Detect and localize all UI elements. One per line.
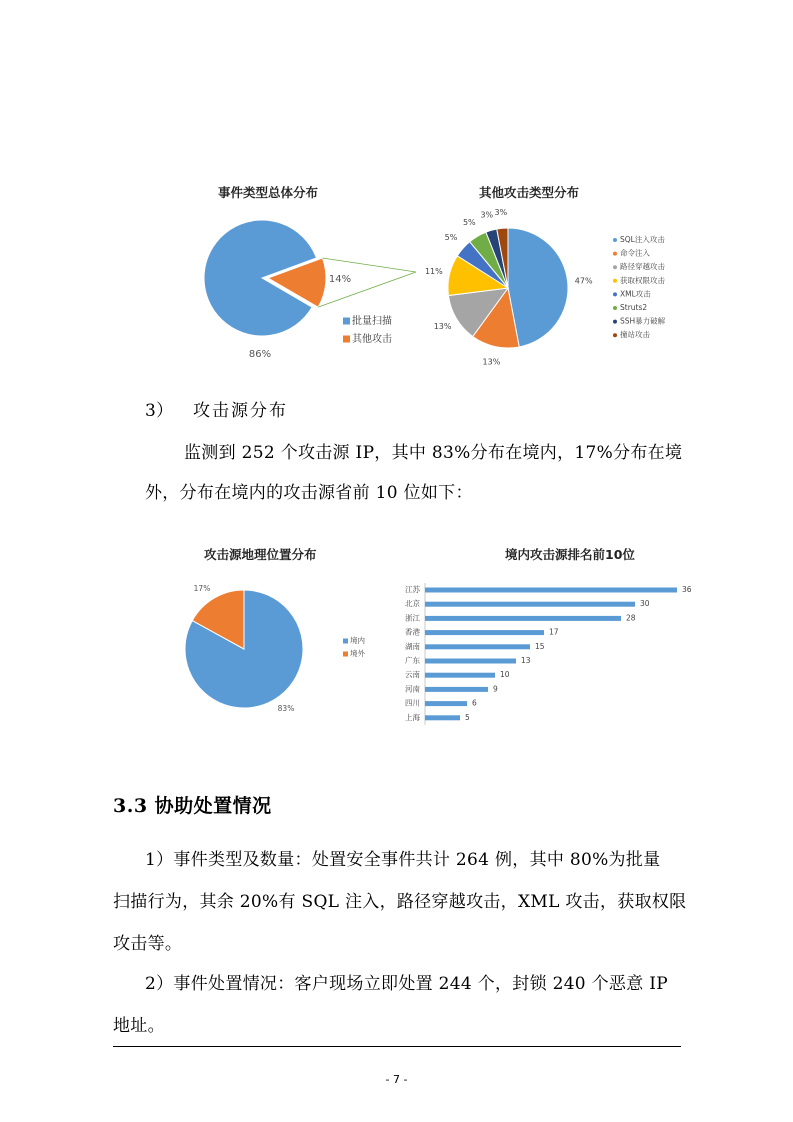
data-label: 47% [574,276,593,286]
legend-label: 批量扫描 [352,316,392,327]
bar-category-label: 北京 [405,599,420,609]
bar-5 [425,659,516,664]
bar-value-label: 36 [682,585,692,594]
bar-0 [425,588,677,593]
chart-title-other-attacks: 其他攻击类型分布 [479,185,580,200]
bar-value-label: 28 [626,613,636,623]
bar-2 [425,616,621,621]
legend-label: 路径穿越攻击 [620,262,665,272]
bar-value-label: 15 [535,641,545,651]
bar-4 [425,644,530,649]
section-title: 攻击源分布 [193,401,288,421]
bar-7 [425,687,488,692]
bar-9 [425,715,460,720]
legend-label: SQL注入攻击 [620,235,665,244]
legend-label: XML攻击 [620,289,651,299]
paragraph-3-line-1: 2）事件处置情况：客户现场立即处置 244 个，封锁 240 个恶意 IP [145,974,668,994]
bar-category-label: 浙江 [405,613,420,623]
paragraph-3-line-2: 地址。 [113,1016,165,1036]
bar-1 [425,602,635,607]
data-label: 11% [424,266,443,276]
bar-8 [425,701,467,706]
bar-category-label: 云南 [405,670,420,680]
bar-category-label: 上海 [405,712,420,722]
page-number: - 7 - [385,1073,408,1086]
paragraph-2-line-2: 扫描行为，其余 20%有 SQL 注入，路径穿越攻击，XML 攻击，获取权限 [113,892,687,912]
data-label: 13% [433,322,452,332]
data-label: 13% [482,357,501,367]
chart-title-geo: 攻击源地理位置分布 [204,547,317,562]
legend-label: 其他攻击 [352,334,392,345]
legend-marker [343,639,348,644]
bar-6 [425,673,495,678]
heading-3-3: 3.3 协助处置情况 [113,795,272,817]
legend-marker [343,652,348,657]
bar-category-label: 四川 [405,698,420,708]
legend-label: 境外 [350,649,365,658]
chart-title-event-types: 事件类型总体分布 [218,185,319,200]
bar-category-label: 湖南 [405,641,420,651]
legend-label: 撞站攻击 [620,330,650,340]
section-label: 3） [145,401,174,421]
paragraph-1-line-2: 外，分布在境内的攻击源省前 10 位如下： [145,483,473,503]
bar-category-label: 河南 [405,684,420,694]
bar-value-label: 30 [640,599,650,609]
bar-value-label: 13 [521,656,531,665]
data-label: 5% [462,218,476,228]
data-label: 3% [480,210,494,220]
bar-value-label: 5 [465,712,470,722]
bar-category-label: 香港 [405,627,420,637]
bar-category-label: 广东 [405,656,420,665]
data-label-batch: 86% [248,349,272,360]
data-label-other: 14% [328,274,352,285]
data-label-foreign: 17% [193,584,211,593]
bar-value-label: 17 [549,627,559,637]
legend-label: 获取权限攻击 [620,275,665,285]
legend-label: SSH暴力破解 [620,316,666,326]
bar-value-label: 6 [472,698,477,708]
bar-value-label: 9 [493,684,498,694]
paragraph-2-line-3: 攻击等。 [113,934,183,954]
paragraph-1-line-1: 监测到 252 个攻击源 IP，其中 83%分布在境内，17%分布在境 [184,443,683,463]
paragraph-2-line-1: 1）事件类型及数量：处置安全事件共计 264 例，其中 80%为批量 [145,850,661,870]
bar-value-label: 10 [500,670,510,680]
bar-3 [425,630,544,635]
chart-title-top10: 境内攻击源排名前10位 [505,547,635,562]
legend-label: 命令注入 [620,248,650,258]
data-label: 5% [444,233,458,243]
legend-label: 境内 [350,636,365,645]
footer-rule [113,1046,681,1047]
legend-label: Struts2 [620,303,648,312]
bar-category-label: 江苏 [405,585,420,594]
data-label-domestic: 83% [277,704,295,713]
data-label: 3% [494,207,508,217]
